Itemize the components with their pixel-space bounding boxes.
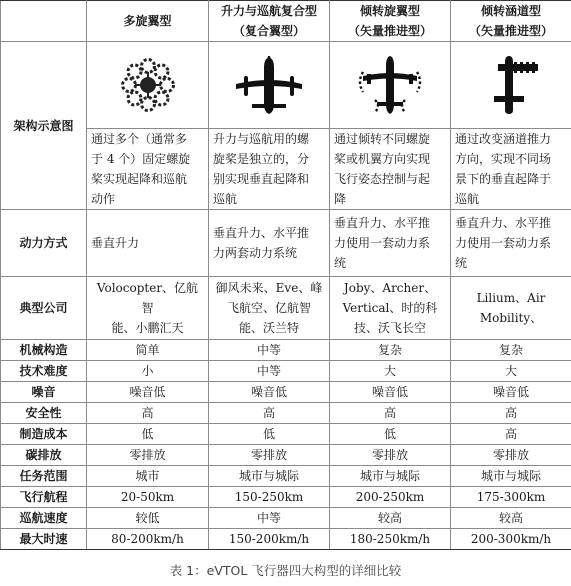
table-cell: 垂直升力、水平推 力两套动力系统 bbox=[209, 210, 330, 277]
schematic-cell bbox=[209, 42, 330, 129]
row-label: 噪音 bbox=[1, 382, 87, 403]
table-cell: 通过多个（通常多 于 4 个）固定螺旋 桨实现起降和巡航 动作 bbox=[87, 129, 209, 210]
table-cell: 较高 bbox=[451, 508, 571, 529]
schematic-cell bbox=[330, 42, 451, 129]
table-cell: 零排放 bbox=[330, 445, 451, 466]
table-cell: 较低 bbox=[87, 508, 209, 529]
table-cell: 180-250km/h bbox=[330, 529, 451, 550]
header-corner-cell bbox=[1, 1, 87, 42]
row-label: 碳排放 bbox=[1, 445, 87, 466]
table-cell: 低 bbox=[209, 424, 330, 445]
table-cell: 200-250km bbox=[330, 487, 451, 508]
column-header: 倾转旋翼型 （矢量推进型） bbox=[330, 1, 451, 42]
table-cell: 150-250km bbox=[209, 487, 330, 508]
tiltrotor-aircraft-icon bbox=[334, 54, 446, 116]
table-cell: 150-200km/h bbox=[209, 529, 330, 550]
schematic-cell bbox=[87, 42, 209, 129]
table-cell: 复杂 bbox=[451, 340, 571, 361]
table-row bbox=[1, 210, 571, 277]
table-cell: 简单 bbox=[87, 340, 209, 361]
table-cell: 噪音低 bbox=[330, 382, 451, 403]
table-cell: 200-300km/h bbox=[451, 529, 571, 550]
table-row bbox=[1, 340, 571, 361]
table-row bbox=[1, 277, 571, 340]
table-row bbox=[1, 445, 571, 466]
table-cell: 噪音低 bbox=[87, 382, 209, 403]
row-label: 飞行航程 bbox=[1, 487, 87, 508]
table-cell: Volocopter、亿航智 能、小鹏汇天 bbox=[87, 277, 209, 340]
lift-cruise-aircraft-icon bbox=[213, 54, 325, 116]
row-label: 最大时速 bbox=[1, 529, 87, 550]
table-row bbox=[1, 424, 571, 445]
row-label: 安全性 bbox=[1, 403, 87, 424]
table-cell: 垂直升力 bbox=[87, 210, 209, 277]
table-cell: 升力与巡航用的螺 旋桨是独立的，分 别实现垂直起降和 巡航 bbox=[209, 129, 330, 210]
table-cell: 中等 bbox=[209, 340, 330, 361]
table-row bbox=[1, 403, 571, 424]
table-cell: 通过倾转不同螺旋 桨或机翼方向实现 飞行姿态控制与起 降 bbox=[330, 129, 451, 210]
table-cell: 高 bbox=[451, 424, 571, 445]
row-label: 制造成本 bbox=[1, 424, 87, 445]
multirotor-drone-icon bbox=[91, 58, 204, 112]
table-cell: 高 bbox=[330, 403, 451, 424]
tilt-duct-aircraft-icon bbox=[455, 54, 567, 116]
table-cell: 较高 bbox=[330, 508, 451, 529]
table-cell: 御风未来、Eve、峰 飞航空、亿航智 能、沃兰特 bbox=[209, 277, 330, 340]
table-cell: 中等 bbox=[209, 361, 330, 382]
schematic-cell bbox=[451, 42, 571, 129]
table-row bbox=[1, 361, 571, 382]
table-cell: 城市与城际 bbox=[209, 466, 330, 487]
table-cell: 20-50km bbox=[87, 487, 209, 508]
table-row bbox=[1, 529, 571, 550]
table-row bbox=[1, 487, 571, 508]
table-cell: 噪音低 bbox=[209, 382, 330, 403]
column-header: 倾转涵道型 （矢量推进型） bbox=[451, 1, 571, 42]
table-header-row bbox=[1, 1, 571, 42]
table-cell: 大 bbox=[451, 361, 571, 382]
table-cell: 零排放 bbox=[87, 445, 209, 466]
table-cell: 中等 bbox=[209, 508, 330, 529]
row-label: 典型公司 bbox=[1, 277, 87, 340]
table-caption: 表 1：eVTOL 飞行器四大构型的详细比较 bbox=[169, 563, 402, 578]
table-cell: 低 bbox=[87, 424, 209, 445]
table-cell: 80-200km/h bbox=[87, 529, 209, 550]
table-cell: 城市与城际 bbox=[330, 466, 451, 487]
schematic-row bbox=[1, 42, 571, 129]
table-cell: 175-300km bbox=[451, 487, 571, 508]
table-cell: Lilium、Air Mobility、 bbox=[451, 277, 571, 340]
row-label: 任务范围 bbox=[1, 466, 87, 487]
row-label: 巡航速度 bbox=[1, 508, 87, 529]
table-row bbox=[1, 129, 571, 210]
table-cell: 通过改变涵道推力 方向，实现不同场 景下的垂直起降于 巡航 bbox=[451, 129, 571, 210]
table-cell: Joby、Archer、 Vertical、时的科 技、沃飞长空 bbox=[330, 277, 451, 340]
row-label: 架构示意图 bbox=[1, 42, 87, 210]
column-header: 多旋翼型 bbox=[87, 1, 209, 42]
table-cell: 大 bbox=[330, 361, 451, 382]
table-cell: 复杂 bbox=[330, 340, 451, 361]
row-label: 机械构造 bbox=[1, 340, 87, 361]
table-cell: 垂直升力、水平推 力使用一套动力系 统 bbox=[451, 210, 571, 277]
column-header: 升力与巡航复合型 （复合翼型） bbox=[209, 1, 330, 42]
table-cell: 城市与城际 bbox=[451, 466, 571, 487]
table-cell: 高 bbox=[451, 403, 571, 424]
table-cell: 高 bbox=[87, 403, 209, 424]
row-label: 技术难度 bbox=[1, 361, 87, 382]
table-cell: 高 bbox=[209, 403, 330, 424]
table-cell: 噪音低 bbox=[451, 382, 571, 403]
table-cell: 城市 bbox=[87, 466, 209, 487]
table-row bbox=[1, 466, 571, 487]
table-cell: 零排放 bbox=[209, 445, 330, 466]
table-row bbox=[1, 508, 571, 529]
row-label: 动力方式 bbox=[1, 210, 87, 277]
table-cell: 零排放 bbox=[451, 445, 571, 466]
table-cell: 低 bbox=[330, 424, 451, 445]
table-cell: 垂直升力、水平推 力使用一套动力系 统 bbox=[330, 210, 451, 277]
table-cell: 小 bbox=[87, 361, 209, 382]
table-row bbox=[1, 382, 571, 403]
